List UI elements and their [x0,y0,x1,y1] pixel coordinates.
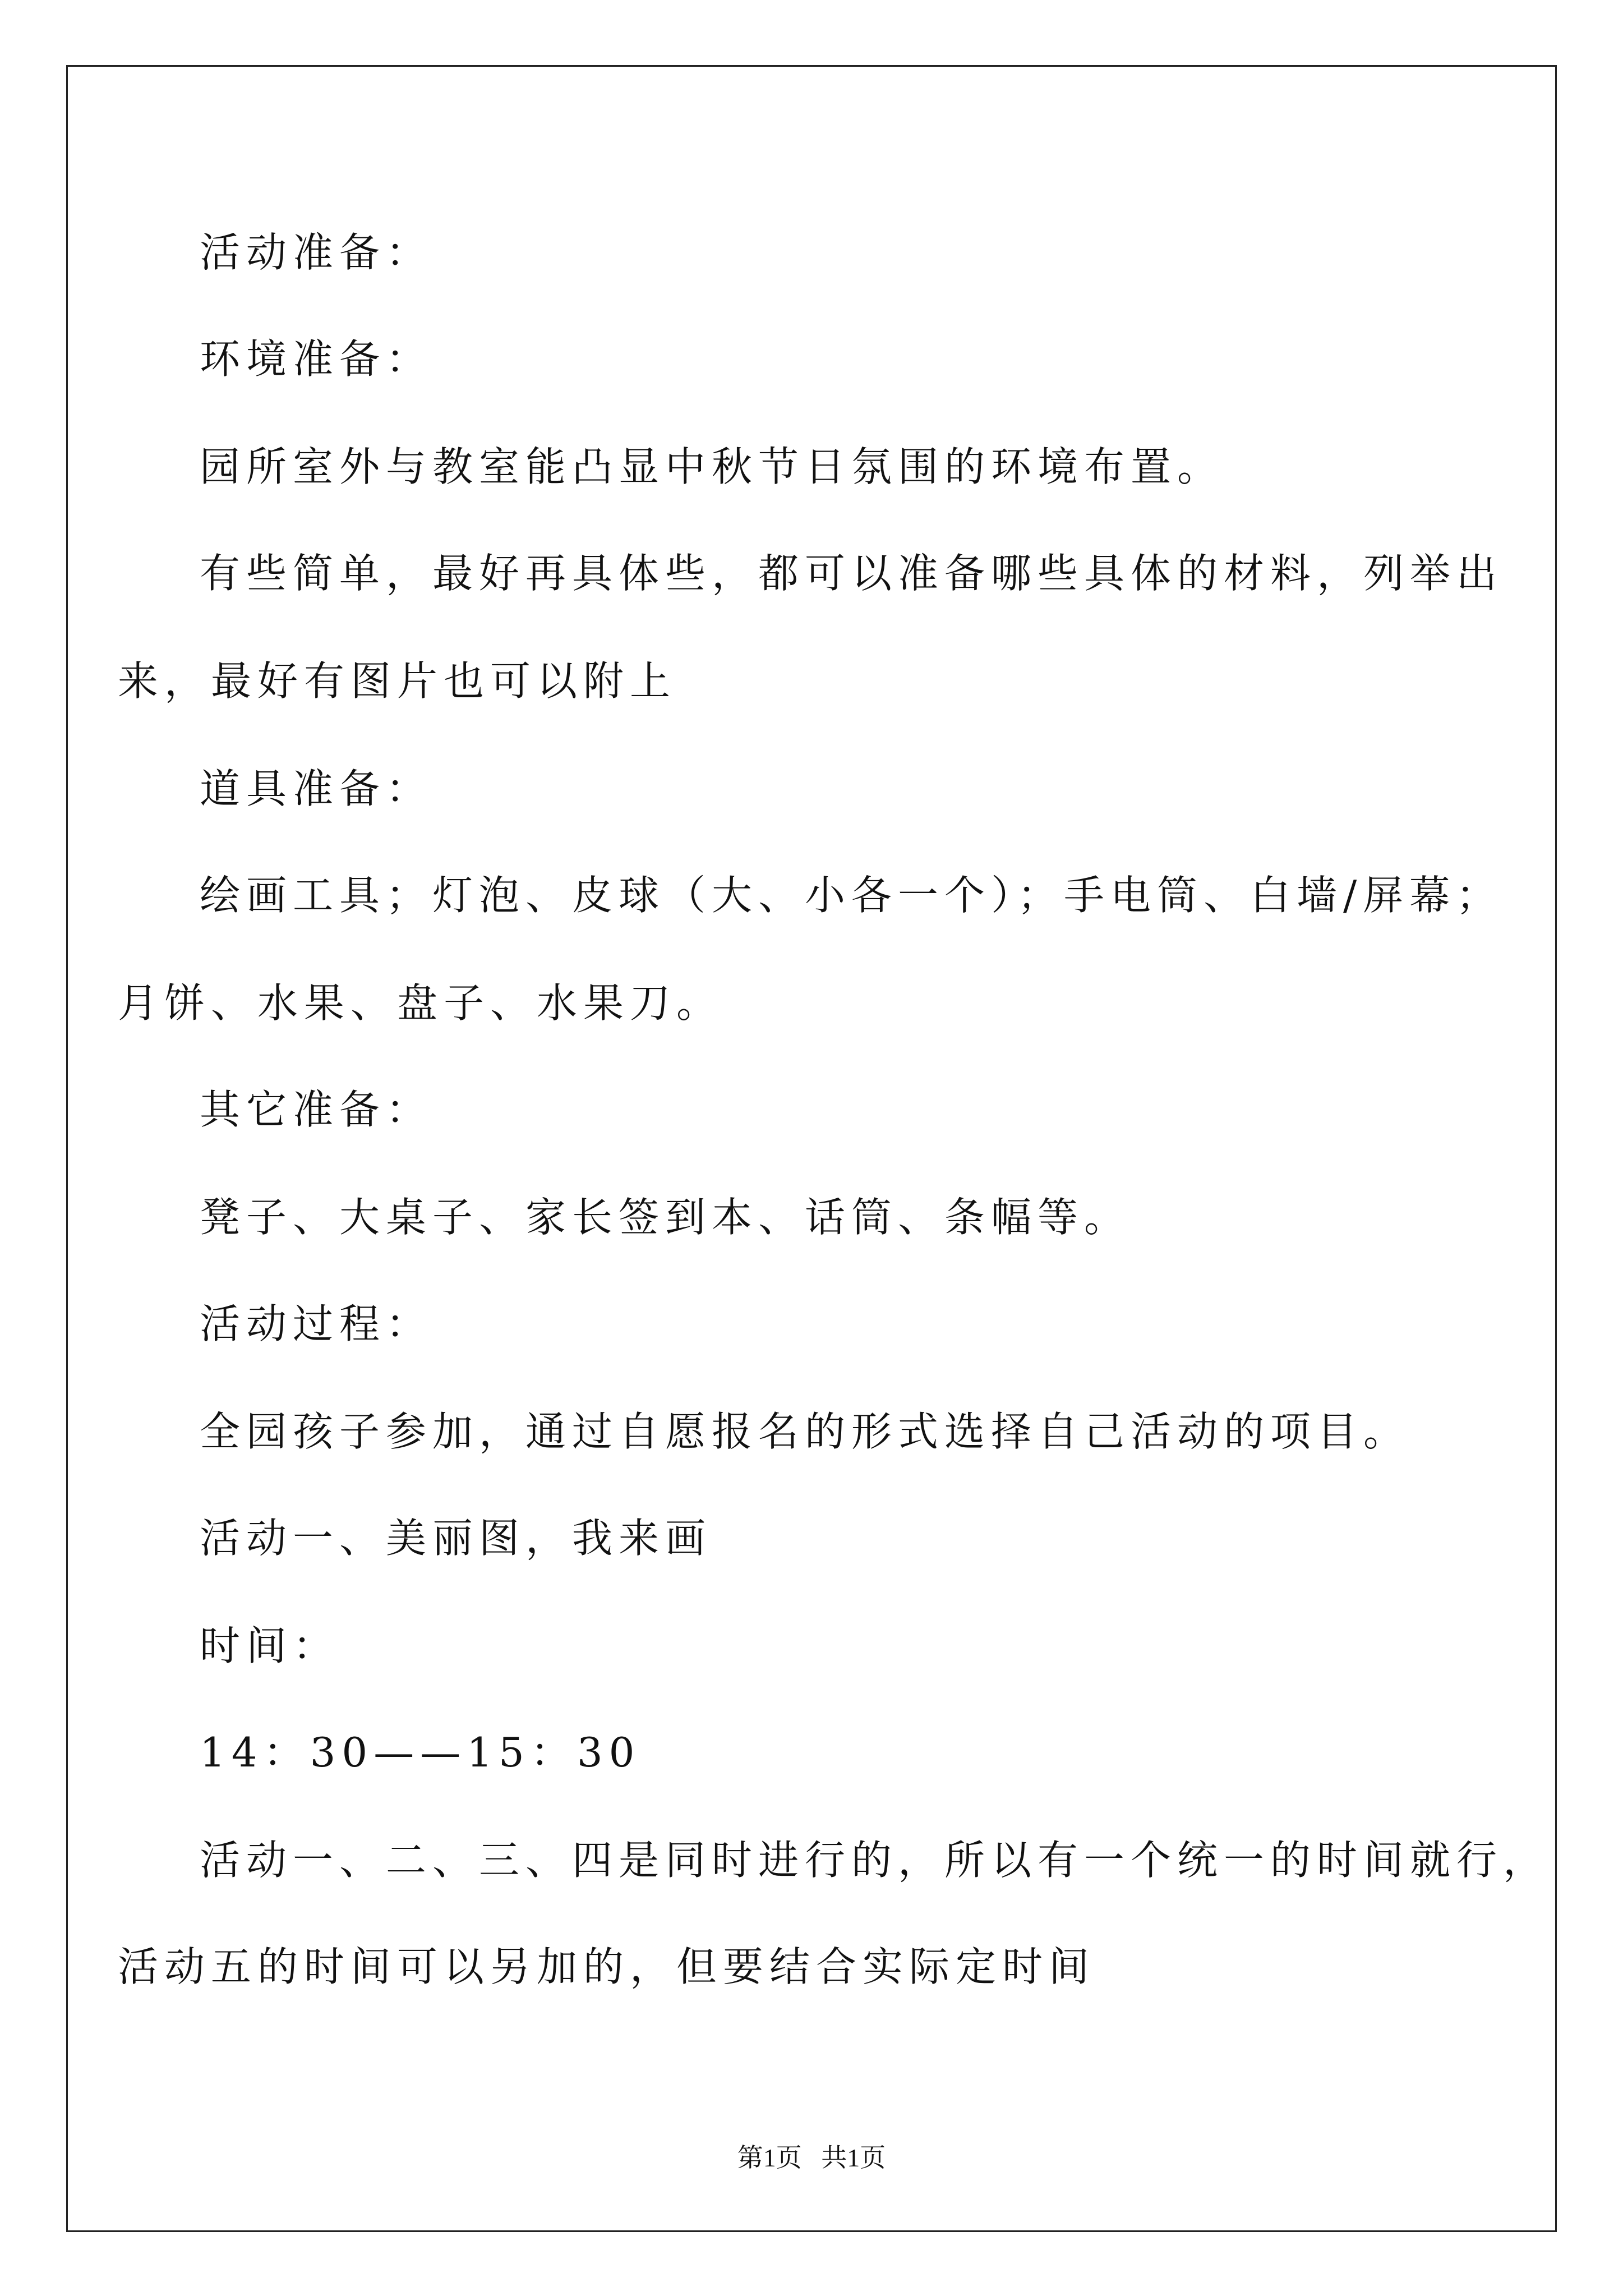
paragraph-props-line-1: 绘画工具；灯泡、皮球（大、小各一个）；手电筒、白墙/屏幕； [200,872,1503,919]
heading-activity-process: 活动过程： [200,1300,433,1347]
paragraph-props-line-2: 月饼、水果、盘子、水果刀。 [118,979,723,1027]
paragraph-note-line-1: 有些简单，最好再具体些，都可以准备哪些具体的材料，列举出 [200,550,1504,597]
paragraph-note-line-2: 来，最好有图片也可以附上 [118,657,677,705]
page-border [66,65,1557,2232]
paragraph-schedule-line-2: 活动五的时间可以另加的，但要结合实际定时间 [118,1943,1096,1990]
paragraph-schedule-line-1: 活动一、二、三、四是同时进行的，所以有一个统一的时间就行， [200,1837,1550,1884]
heading-other-preparation: 其它准备： [200,1086,433,1133]
heading-activity-one: 活动一、美丽图，我来画 [200,1515,712,1562]
heading-environment-preparation: 环境准备： [200,335,433,383]
paragraph-environment: 园所室外与教室能凸显中秋节日氛围的环境布置。 [200,443,1224,490]
heading-activity-preparation: 活动准备： [200,229,433,276]
value-time-range: 14：30——15：30 [200,1729,641,1776]
paragraph-participation: 全园孩子参加，通过自愿报名的形式选择自己活动的项目。 [200,1408,1410,1455]
label-time: 时间： [200,1622,340,1669]
heading-props-preparation: 道具准备： [200,765,433,812]
paragraph-other-items: 凳子、大桌子、家长签到本、话筒、条幅等。 [200,1194,1131,1241]
page-footer: 第1页 共1页 [737,2143,886,2172]
